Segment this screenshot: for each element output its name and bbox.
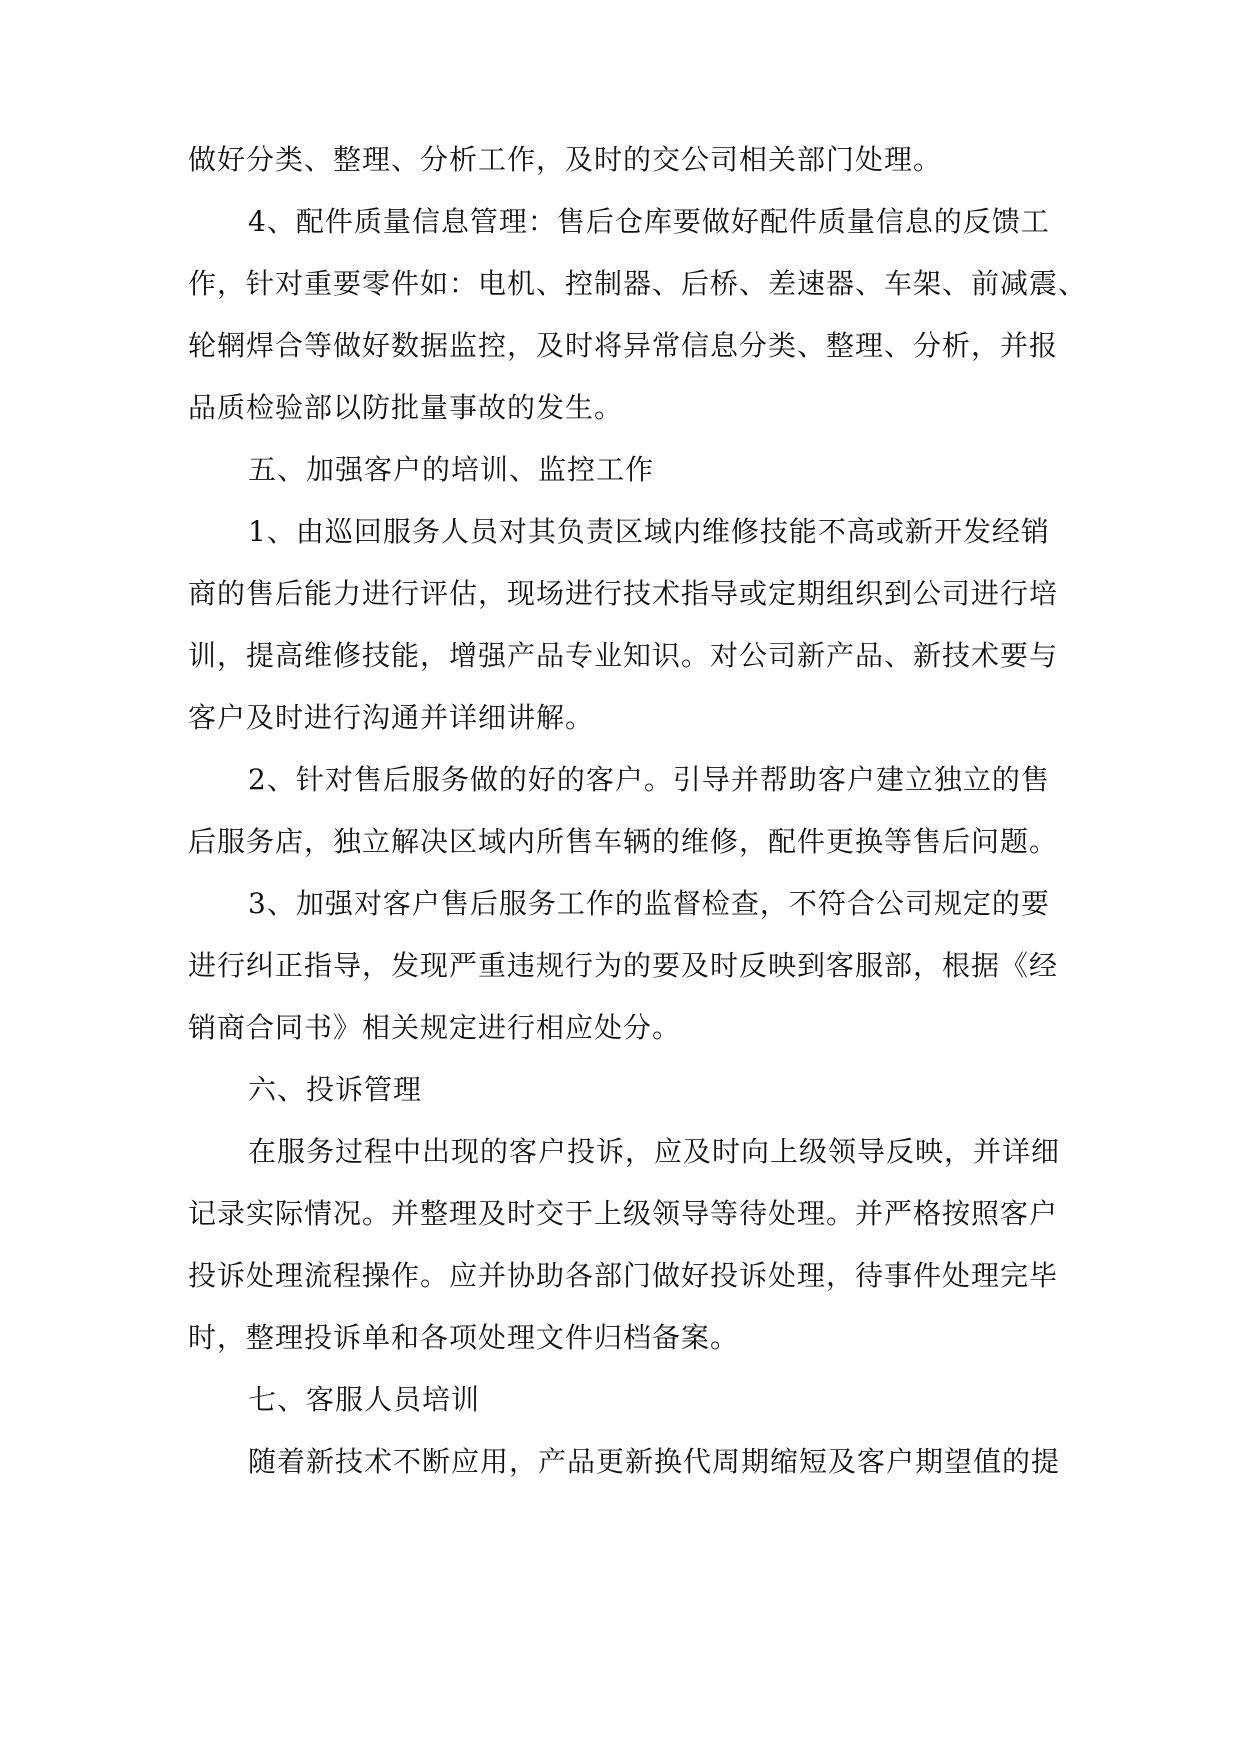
text-line: 商的售后能力进行评估，现场进行技术指导或定期组织到公司进行培 — [188, 577, 1059, 610]
text-line: 2、针对售后服务做的好的客户。引导并帮助客户建立独立的售 — [248, 763, 1050, 796]
section-heading: 七、客服人员培训 — [248, 1383, 481, 1416]
text-line: 训，提高维修技能，增强产品专业知识。对公司新产品、新技术要与 — [188, 639, 1059, 672]
text-line: 在服务过程中出现的客户投诉，应及时向上级领导反映，并详细 — [248, 1135, 1061, 1168]
text-line: 1、由巡回服务人员对其负责区域内维修技能不高或新开发经销 — [248, 515, 1050, 548]
text-line: 投诉处理流程操作。应并协助各部门做好投诉处理，待事件处理完毕 — [188, 1259, 1059, 1292]
text-line: 品质检验部以防批量事故的发生。 — [188, 391, 624, 424]
text-line: 随着新技术不断应用，产品更新换代周期缩短及客户期望值的提 — [248, 1445, 1061, 1478]
text-line: 4、配件质量信息管理：售后仓库要做好配件质量信息的反馈工 — [248, 205, 1050, 238]
text-line: 时，整理投诉单和各项处理文件归档备案。 — [188, 1321, 740, 1354]
text-line: 客户及时进行沟通并详细讲解。 — [188, 701, 595, 734]
text-line: 做好分类、整理、分析工作，及时的交公司相关部门处理。 — [188, 143, 943, 176]
section-heading: 六、投诉管理 — [248, 1073, 423, 1106]
section-heading: 五、加强客户的培训、监控工作 — [248, 453, 655, 486]
text-line: 3、加强对客户售后服务工作的监督检查，不符合公司规定的要 — [248, 887, 1050, 920]
text-line: 后服务店，独立解决区域内所售车辆的维修，配件更换等售后问题。 — [188, 825, 1059, 858]
text-line: 进行纠正指导，发现严重违规行为的要及时反映到客服部，根据《经 — [188, 949, 1059, 982]
text-line: 轮辋焊合等做好数据监控，及时将异常信息分类、整理、分析，并报 — [188, 329, 1059, 362]
text-line: 销商合同书》相关规定进行相应处分。 — [188, 1011, 682, 1044]
text-line: 记录实际情况。并整理及时交于上级领导等待处理。并严格按照客户 — [188, 1197, 1059, 1230]
text-line: 作，针对重要零件如：电机、控制器、后桥、差速器、车架、前减震、 — [188, 267, 1088, 300]
